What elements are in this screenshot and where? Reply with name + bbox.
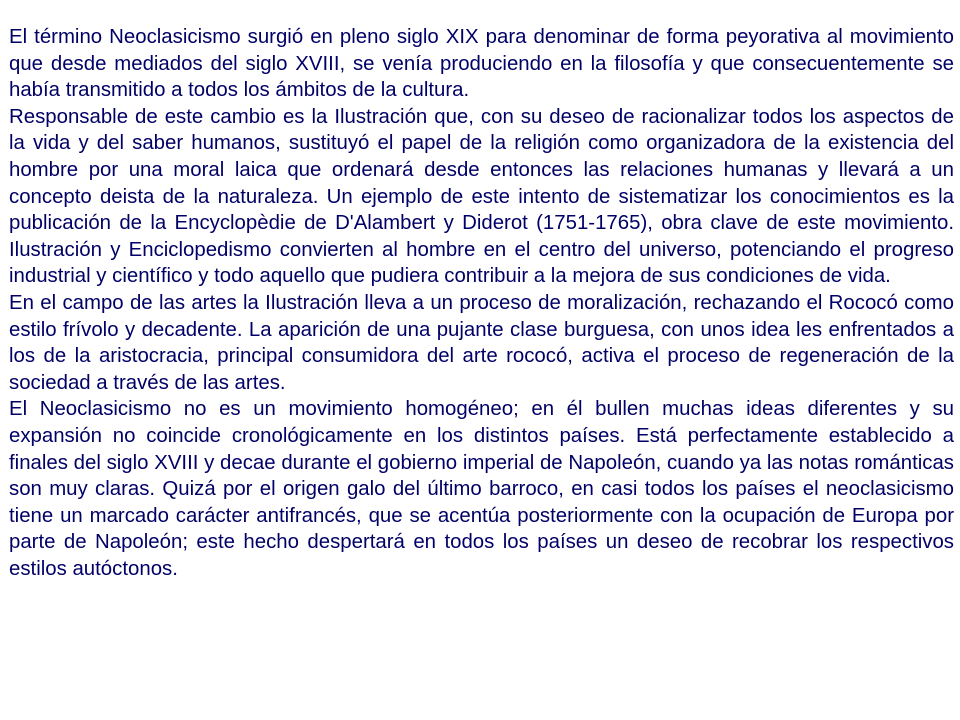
paragraph-4: El Neoclasicismo no es un movimiento homogéneo; en él bullen muchas ideas diferentes y su expansión no coincide cronológicamente en los distintos países. Está perfectamente establecido a finales del siglo XVIII y decae durante el gobierno imperial de Napoleón, cuando ya las notas románticas son muy claras. Quizá por el origen galo del último barroco, en casi todos los países el neoclasicismo tiene un marcado carácter antifrancés, que se acentúa posteriormente con la ocupación de Europa por parte de Napoleón; este hecho despertará en todos los países un deseo de recobrar los respectivos estilos autóctonos. [9,398,954,580]
body-text [9,24,954,582]
paragraph-2: Responsable de este cambio es la Ilustración que, con su deseo de racionalizar todos los aspectos de la vida y del saber humanos, sustituyó el papel de la religión como organizadora de la existencia del hombre por una moral laica que ordenará desde entonces las relaciones humanas y llevará a un concepto deista de la naturaleza. Un ejemplo de este intento de sistematizar los conocimientos es la publicación de la Encyclopèdie de D'Alambert y Diderot (1751-1765), obra clave de este movimiento. Ilustración y Enciclopedismo convierten al hombre en el centro del universo, potenciando el progreso industrial y científico y todo aquello que pudiera contribuir a la mejora de sus condiciones de vida. [9,105,954,288]
paragraph-3: En el campo de las artes la Ilustración lleva a un proceso de moralización, rechazando el Rococó como estilo frívolo y decadente. La aparición de una pujante clase burguesa, con unos idea les enfrentados a los de la aristocracia, principal consumidora del arte rococó, activa el proceso de regeneración de la sociedad a través de las artes. [9,291,954,394]
paragraph-1: El término Neoclasicismo surgió en pleno siglo XIX para denominar de forma peyorativa al movimiento que desde mediados del siglo XVIII, se venía produciendo en la filosofía y que consecuentemente se había transmitido a todos los ámbitos de la cultura. [9,26,954,102]
